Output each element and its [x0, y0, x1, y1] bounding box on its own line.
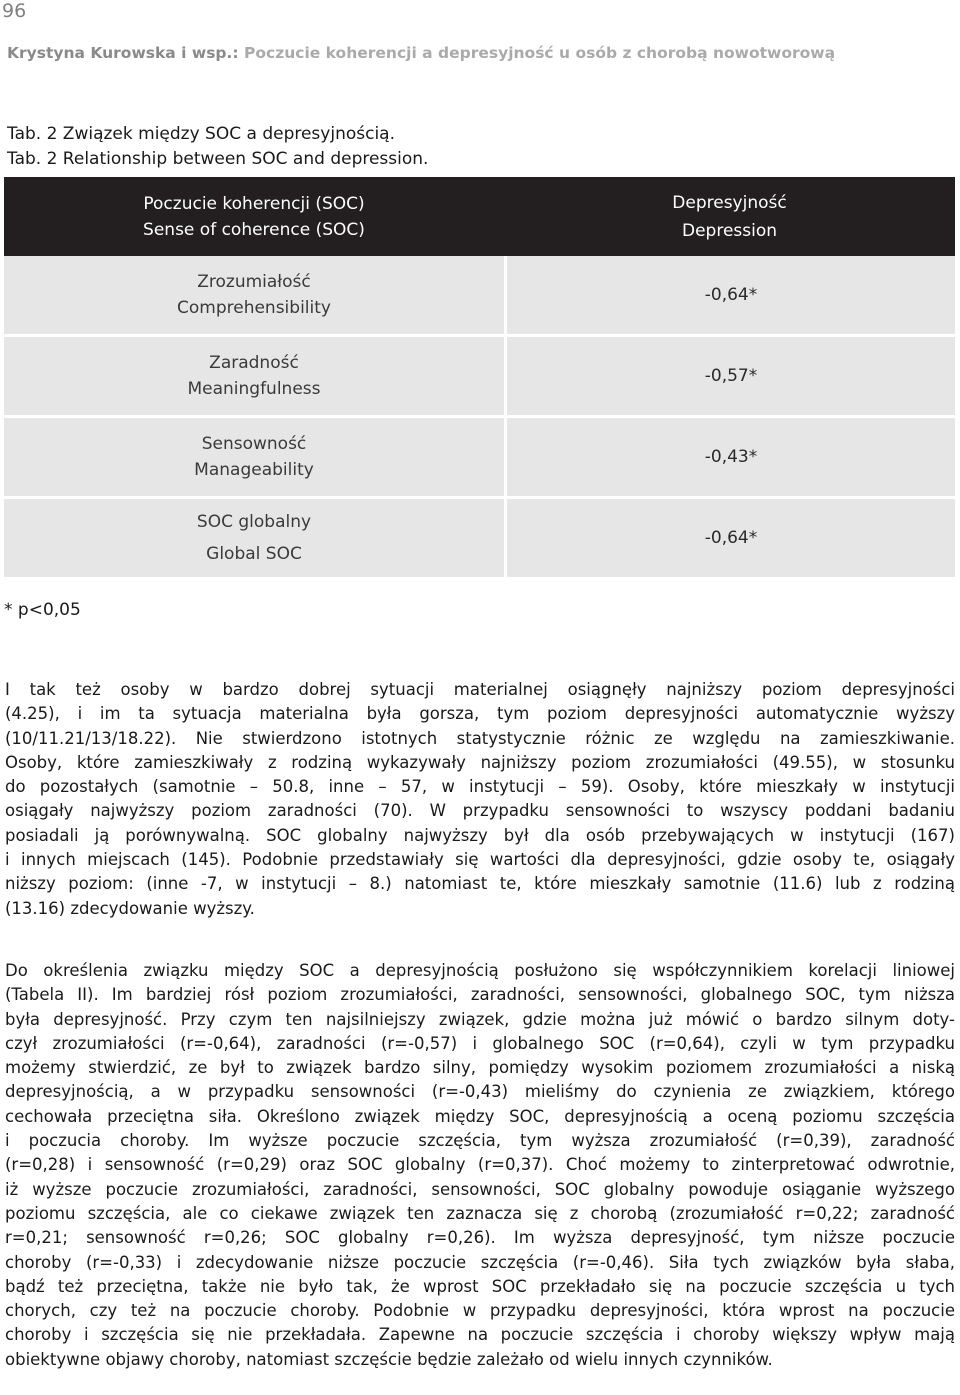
text-line: czył zrozumiałości (r=-0,64), zaradności (r=-0,57) i globalnego SOC (r=0,64), czyli w tym przypadku [5, 1033, 955, 1053]
text-line: (13.16) zdecydowanie wyższy. [5, 898, 255, 918]
text-line: cechowała przeciętna siła. Określono związek między SOC, depresyjnością a oceną poziomu szczęścia [5, 1106, 955, 1126]
text-line: Osoby, które zamieszkiwały z rodziną wykazywały najniższy poziom zrozumiałości (49.55), w stosunku [5, 752, 955, 772]
text-line: (Tabela II). Im bardziej rósł poziom zrozumiałości, zaradności, sensowności, globalnego SOC, tym niższa [5, 985, 955, 1005]
header-authors: Krystyna Kurowska i wsp.: [7, 44, 239, 62]
table-row [4, 256, 955, 334]
paragraph-2 [5, 959, 955, 1372]
header-soc-en: Sense of coherence (SOC) [143, 219, 365, 240]
table-caption-pl: Tab. 2 Związek między SOC a depresyjnością. [7, 124, 395, 144]
row-label-en: Manageability [194, 460, 314, 480]
header-cell-depression [504, 177, 955, 256]
table-row [4, 418, 955, 496]
table-row [4, 337, 955, 415]
row-value: -0,64* [704, 285, 758, 305]
header-cell-soc [4, 177, 504, 256]
paragraph-1 [5, 678, 955, 921]
text-line: i poczucia choroby. Im wyższe poczucie szczęścia, tym wyższa zrozumiałość (r=0,39), zaradność [5, 1131, 955, 1151]
table-caption-en: Tab. 2 Relationship between SOC and depression. [7, 149, 429, 169]
row-label-cell [4, 499, 504, 577]
row-value: -0,64* [704, 528, 758, 548]
running-header [7, 44, 835, 62]
text-line: Do określenia związku między SOC a depresyjnością posłużono się współczynnikiem korelacji liniowej [5, 961, 955, 980]
row-label-cell [4, 256, 504, 334]
header-depression-pl: Depresyjność [672, 192, 787, 213]
text-line: (r=0,28) i sensowność (r=0,29) oraz SOC globalny (r=0,37). Choć możemy to zinterpretować odwrotnie, [5, 1155, 955, 1175]
text-line: możemy stwierdzić, ze był to związek bardzo silny, pomiędzy wysokim poziomem zrozumiałości a niską [5, 1058, 955, 1078]
row-label-pl: SOC globalny [196, 512, 312, 532]
text-line: depresyjnością, a w przypadku sensowności (r=-0,43) mieliśmy do czynienia ze związkiem, którego [5, 1082, 955, 1102]
text-line: choroby (r=-0,33) i zdecydowanie niższe poczucie szczęścia (r=-0,46). Siła tych związków była słaba, [5, 1252, 955, 1272]
table-row [4, 499, 955, 577]
row-label-pl: Zrozumiałość [197, 272, 311, 292]
soc-depression-table [4, 177, 955, 577]
text-line: choroby i szczęścia się nie przekładała. Zapewne na poczucie szczęścia i choroby większy wpływ mają [5, 1325, 955, 1345]
text-line: niższy poziom: (inne -7, w instytucji – 8.) natomiast te, które mieszkały samotnie (11.6) lub z rodziną [5, 874, 955, 894]
header-soc-pl: Poczucie koherencji (SOC) [143, 193, 365, 214]
header-title: Poczucie koherencji a depresyjność u osób z chorobą nowotworową [238, 44, 836, 62]
text-line: (10/11.21/13/18.22). Nie stwierdzono istotnych statystycznie różnic ze względu na zamieszkiwanie. [5, 728, 955, 748]
text-line: i innych miejscach (145). Podobnie przedstawiały się wartości dla depresyjności, gdzie osoby te, osiągały [5, 850, 955, 870]
page-number: 96 [2, 0, 27, 22]
text-line: iż wyższe poczucie zrozumiałości, zaradności, sensowności, SOC globalny powoduje osiąganie wyższego [5, 1179, 955, 1199]
row-label-en: Meaningfulness [187, 379, 321, 399]
text-line: chorych, czy też na poczucie choroby. Podobnie w przypadku depresyjności, która wprost na poczucie [5, 1301, 955, 1321]
text-line: była depresyjność. Przy czym ten najsilniejszy związek, gdzie można już mówić o bardzo silnym doty- [5, 1009, 955, 1029]
row-value-cell [507, 256, 955, 334]
table-footnote: * p<0,05 [4, 600, 81, 620]
text-line: (4.25), i im ta sytuacja materialna była gorsza, tym poziom depresyjności automatycznie wyższy [5, 704, 955, 724]
row-label-cell [4, 418, 504, 496]
row-value: -0,57* [704, 366, 758, 386]
row-value-cell [507, 499, 955, 577]
text-line: I tak też osoby w bardzo dobrej sytuacji materialnej osiągnęły najniższy poziom depresyjności [5, 680, 955, 699]
row-label-pl: Sensowność [201, 434, 307, 454]
text-line: osiągały najwyższy poziom zaradności (70). W przypadku sensowności to wszyscy poddani badaniu [5, 801, 955, 821]
table-header-row [4, 177, 955, 256]
text-line: r=0,21; sensowność r=0,26; SOC globalny r=0,26). Im wyższa depresyjność, tym niższe poczucie [5, 1228, 955, 1248]
row-value-cell [507, 418, 955, 496]
row-label-en: Comprehensibility [177, 298, 331, 318]
text-line: do pozostałych (samotnie – 50.8, inne – 57, w instytucji – 59). Osoby, które mieszkały w instytucji [5, 777, 955, 797]
row-value: -0,43* [704, 447, 758, 467]
row-label-en: Global SOC [206, 544, 302, 564]
text-line: bądź też przeciętna, także nie było tak, że wprost SOC przekładało się na poczucie szczęścia u tych [5, 1276, 955, 1296]
row-label-cell [4, 337, 504, 415]
row-value-cell [507, 337, 955, 415]
text-line: obiektywne objawy choroby, natomiast szczęście będzie zależało od wielu innych czynników. [5, 1349, 773, 1369]
row-label-pl: Zaradność [209, 353, 299, 373]
header-depression-en: Depression [681, 220, 778, 241]
text-line: poziomu szczęścia, ale co ciekawe związek ten zaznacza się z chorobą (zrozumiałość r=0,22; zaradność [5, 1203, 955, 1223]
text-line: posiadali ją porównywalną. SOC globalny najwyższy był dla osób przebywających w instytucji (167) [5, 825, 955, 845]
